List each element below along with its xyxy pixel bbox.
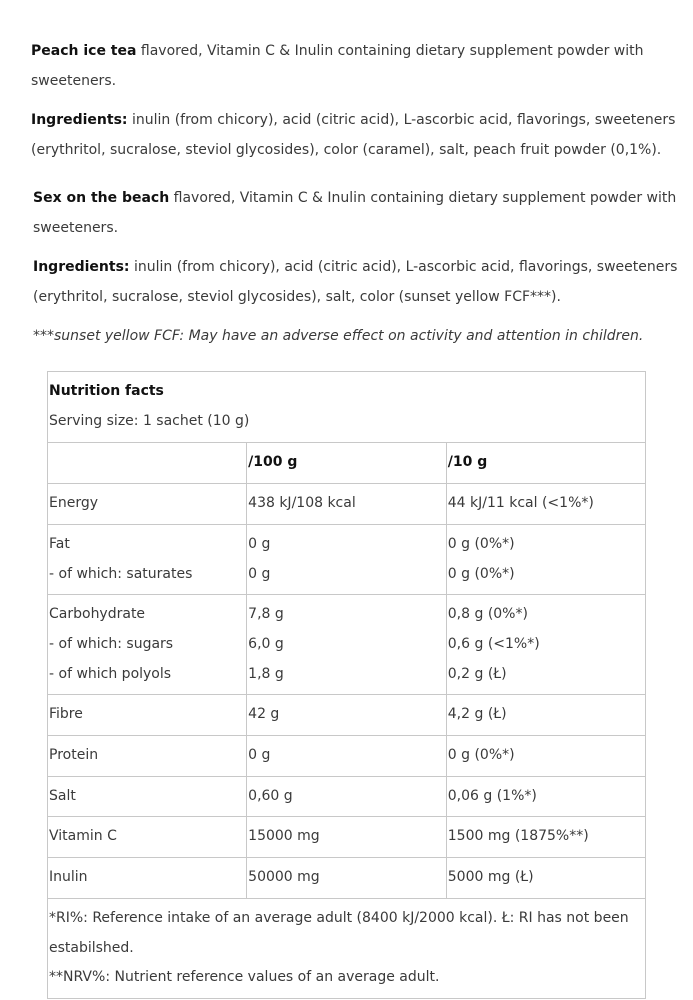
table-footnote-row [48, 898, 646, 998]
column-header-100g: /100 g [247, 443, 447, 484]
nutrition-facts-table [47, 371, 646, 999]
row-value-100g: 438 kJ/108 kcal [247, 484, 447, 525]
row-label-protein: Protein [48, 736, 247, 777]
table-row [48, 524, 646, 594]
sotb-product-name: Sex on the beach [33, 190, 170, 206]
peach-desc-line-2: sweeteners. [31, 72, 117, 89]
row-value-100g: 42 g [247, 695, 447, 736]
row-value-10g: 1500 mg (1875%**) [446, 817, 645, 858]
sotb-desc-line-2: sweeteners. [33, 219, 119, 236]
row-label-inulin: Inulin [48, 858, 247, 899]
peach-ingredients-line-1: inulin (from chicory), acid (citric acid), L-ascorbic acid, flavorings, sweeteners [127, 112, 676, 128]
table-column-header-row [48, 443, 646, 484]
table-row [48, 817, 646, 858]
row-value-100g: 0 g [247, 736, 447, 777]
sotb-description [33, 184, 676, 243]
serving-size: Serving size: 1 sachet (10 g) [49, 412, 250, 429]
column-header-blank [48, 443, 247, 484]
sotb-desc-line-1: flavored, Vitamin C & Inulin containing dietary supplement powder with [169, 190, 677, 206]
row-value-10g: 4,2 g (Ł) [446, 695, 645, 736]
footnote-ri: *RI%: Reference intake of an average adult (8400 kJ/2000 kcal). Ł: RI has not been [49, 909, 629, 926]
footnote-ri-continued: estabilshed. [49, 939, 134, 956]
footnote-nrv: **NRV%: Nutrient reference values of an average adult. [49, 969, 440, 986]
table-row [48, 858, 646, 899]
nutrition-facts-title: Nutrition facts [49, 383, 164, 399]
table-header-row [48, 372, 646, 443]
row-label-fibre: Fibre [48, 695, 247, 736]
sotb-ingredients-label: Ingredients: [33, 259, 130, 275]
peach-description [31, 37, 643, 96]
sotb-ingredients-line-2: (erythritol, sucralose, steviol glycosides), salt, color (sunset yellow FCF***). [33, 288, 561, 305]
table-footnotes [48, 898, 646, 998]
row-value-100g: 15000 mg [247, 817, 447, 858]
row-value-10g: 5000 mg (Ł) [446, 858, 645, 899]
row-label-carbohydrate: Carbohydrate - of which: sugars - of which polyols [48, 595, 247, 695]
color-warning: ***sunset yellow FCF: May have an adverse effect on activity and attention in children. [33, 328, 644, 344]
peach-product-name: Peach ice tea [31, 43, 137, 59]
peach-ingredients [31, 106, 675, 165]
table-row [48, 595, 646, 695]
row-label-vitamin-c: Vitamin C [48, 817, 247, 858]
peach-desc-line-1: flavored, Vitamin C & Inulin containing dietary supplement powder with [136, 43, 644, 59]
row-value-100g: 50000 mg [247, 858, 447, 899]
peach-ingredients-label: Ingredients: [31, 112, 128, 128]
sotb-ingredients-line-1: inulin (from chicory), acid (citric acid), L-ascorbic acid, flavorings, sweeteners [129, 259, 678, 275]
table-row [48, 736, 646, 777]
row-value-10g: 0,8 g (0%*) 0,6 g (<1%*) 0,2 g (Ł) [446, 595, 645, 695]
row-label-fat: Fat - of which: saturates [48, 524, 247, 594]
row-label-energy: Energy [48, 484, 247, 525]
row-value-10g: 44 kJ/11 kcal (<1%*) [446, 484, 645, 525]
peach-ingredients-line-2: (erythritol, sucralose, steviol glycosides), color (caramel), salt, peach fruit powder (0,1%). [31, 141, 662, 158]
row-label-salt: Salt [48, 776, 247, 817]
table-row [48, 776, 646, 817]
table-row [48, 484, 646, 525]
table-row [48, 695, 646, 736]
row-value-10g: 0 g (0%*) 0 g (0%*) [446, 524, 645, 594]
row-value-10g: 0 g (0%*) [446, 736, 645, 777]
row-value-10g: 0,06 g (1%*) [446, 776, 645, 817]
sotb-ingredients [33, 253, 677, 312]
column-header-10g: /10 g [446, 443, 645, 484]
row-value-100g: 7,8 g 6,0 g 1,8 g [247, 595, 447, 695]
table-title-cell [48, 372, 646, 443]
row-value-100g: 0 g 0 g [247, 524, 447, 594]
row-value-100g: 0,60 g [247, 776, 447, 817]
